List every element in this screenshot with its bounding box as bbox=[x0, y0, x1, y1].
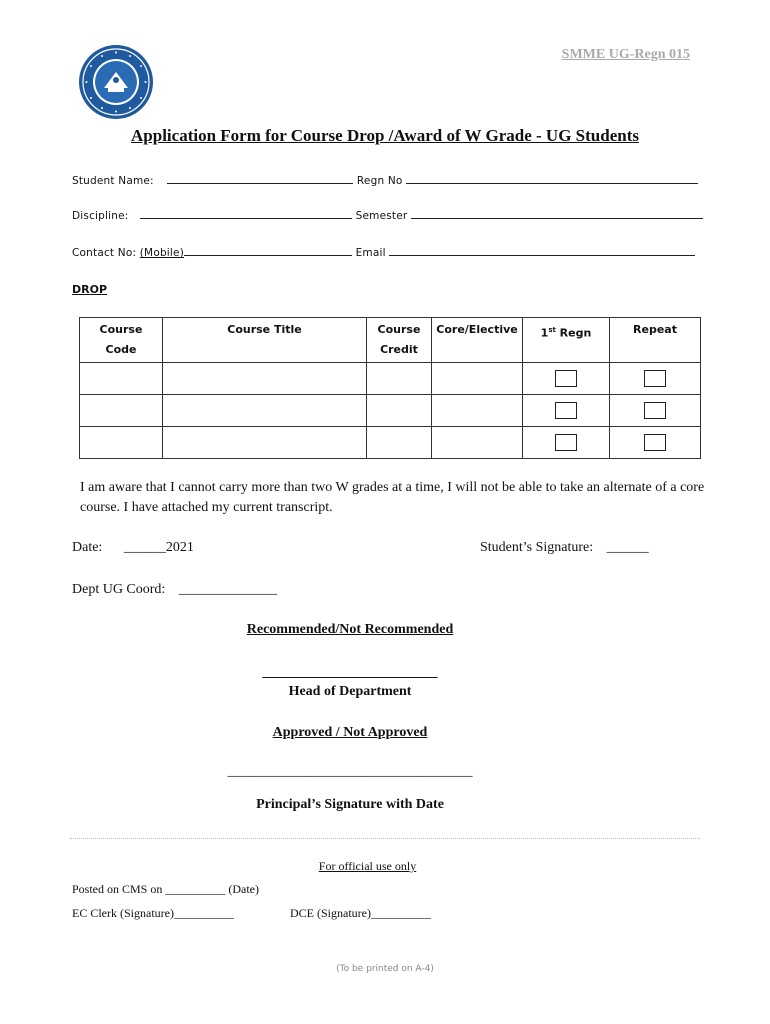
discipline-field[interactable] bbox=[140, 208, 352, 219]
student-name-row bbox=[72, 173, 698, 187]
col-repeat: Repeat bbox=[610, 318, 701, 363]
student-signature-label: Student’s Signature: bbox=[480, 540, 594, 555]
recommendation-heading: Recommended/Not Recommended bbox=[246, 622, 454, 637]
col-course-code-line2: Code bbox=[105, 343, 137, 356]
student-signature-row bbox=[480, 540, 649, 556]
course-credit-cell[interactable] bbox=[367, 427, 432, 459]
document-code: SMME UG-Regn 015 bbox=[561, 47, 690, 62]
first-regn-sup: st bbox=[548, 326, 556, 334]
ec-clerk-signature: EC Clerk (Signature)__________ bbox=[72, 906, 234, 920]
dept-coord-row bbox=[72, 582, 277, 598]
repeat-cell bbox=[610, 427, 701, 459]
table-header-row bbox=[80, 318, 701, 363]
first-regn-cell bbox=[523, 363, 610, 395]
course-title-cell[interactable] bbox=[163, 427, 367, 459]
student-signature-blank[interactable]: ______ bbox=[606, 540, 649, 555]
col-course-credit bbox=[367, 318, 432, 363]
core-elective-cell[interactable] bbox=[432, 395, 523, 427]
first-regn-checkbox[interactable] bbox=[555, 434, 577, 451]
hod-label: Head of Department bbox=[288, 684, 412, 699]
dept-coord-label: Dept UG Coord: bbox=[72, 582, 166, 597]
course-code-cell[interactable] bbox=[80, 363, 163, 395]
first-regn-checkbox[interactable] bbox=[555, 402, 577, 419]
course-drop-table bbox=[79, 317, 701, 459]
repeat-checkbox[interactable] bbox=[644, 434, 666, 451]
discipline-label: Discipline: bbox=[72, 210, 129, 222]
col-course-credit-line1: Course bbox=[377, 323, 421, 336]
col-first-regn bbox=[523, 318, 610, 363]
core-elective-cell[interactable] bbox=[432, 427, 523, 459]
drop-heading: DROP bbox=[72, 283, 108, 296]
hod-signature-line[interactable]: _________________________ bbox=[262, 665, 438, 680]
table-row bbox=[80, 363, 701, 395]
table-row bbox=[80, 395, 701, 427]
first-regn-cell bbox=[523, 427, 610, 459]
first-regn-num: 1 bbox=[540, 326, 549, 340]
col-course-code-line1: Course bbox=[99, 323, 143, 336]
student-name-label: Student Name: bbox=[72, 175, 154, 187]
core-elective-cell[interactable] bbox=[432, 363, 523, 395]
approval-heading: Approved / Not Approved bbox=[272, 725, 428, 740]
date-blank[interactable]: ______ bbox=[123, 540, 166, 555]
print-note: (To be printed on A-4) bbox=[336, 964, 434, 974]
date-year: 2021 bbox=[165, 540, 194, 555]
contact-row bbox=[72, 245, 695, 259]
mobile-label: (Mobile) bbox=[139, 247, 185, 259]
semester-label: Semester bbox=[355, 210, 408, 222]
student-name-field[interactable] bbox=[167, 173, 353, 184]
principal-label: Principal’s Signature with Date bbox=[256, 797, 444, 812]
contact-label: Contact No: bbox=[72, 247, 137, 259]
col-course-code bbox=[80, 318, 163, 363]
first-regn-cell bbox=[523, 395, 610, 427]
date-row bbox=[72, 540, 194, 556]
course-credit-cell[interactable] bbox=[367, 363, 432, 395]
first-regn-rest: Regn bbox=[555, 326, 592, 340]
discipline-row bbox=[72, 208, 703, 222]
principal-signature-line[interactable]: ___________________________________ bbox=[227, 764, 473, 779]
posted-on-cms: Posted on CMS on __________ (Date) bbox=[72, 882, 259, 896]
dce-signature: DCE (Signature)__________ bbox=[290, 906, 431, 920]
col-course-title: Course Title bbox=[163, 318, 367, 363]
repeat-checkbox[interactable] bbox=[644, 370, 666, 387]
official-use-heading: For official use only bbox=[318, 859, 417, 873]
date-label: Date: bbox=[72, 540, 103, 555]
regn-no-field[interactable] bbox=[406, 173, 698, 184]
repeat-checkbox[interactable] bbox=[644, 402, 666, 419]
declaration-text: I am aware that I cannot carry more than two W grades at a time, I will not be able to take an alternate of a core course. I have attached my current transcript. bbox=[80, 480, 705, 515]
course-title-cell[interactable] bbox=[163, 363, 367, 395]
course-title-cell[interactable] bbox=[163, 395, 367, 427]
form-title: Application Form for Course Drop /Award of W Grade - UG Students bbox=[131, 126, 639, 145]
contact-field[interactable] bbox=[184, 245, 352, 256]
repeat-cell bbox=[610, 395, 701, 427]
course-credit-cell[interactable] bbox=[367, 395, 432, 427]
course-code-cell[interactable] bbox=[80, 427, 163, 459]
table-row bbox=[80, 427, 701, 459]
dept-coord-blank[interactable]: ______________ bbox=[178, 582, 277, 597]
col-course-credit-line2: Credit bbox=[380, 343, 418, 356]
col-core-elective: Core/Elective bbox=[432, 318, 523, 363]
first-regn-checkbox[interactable] bbox=[555, 370, 577, 387]
section-divider bbox=[70, 838, 700, 839]
semester-field[interactable] bbox=[411, 208, 703, 219]
course-code-cell[interactable] bbox=[80, 395, 163, 427]
email-label: Email bbox=[355, 247, 386, 259]
university-seal-logo bbox=[78, 44, 154, 120]
regn-no-label: Regn No bbox=[356, 175, 403, 187]
repeat-cell bbox=[610, 363, 701, 395]
email-field[interactable] bbox=[389, 245, 695, 256]
